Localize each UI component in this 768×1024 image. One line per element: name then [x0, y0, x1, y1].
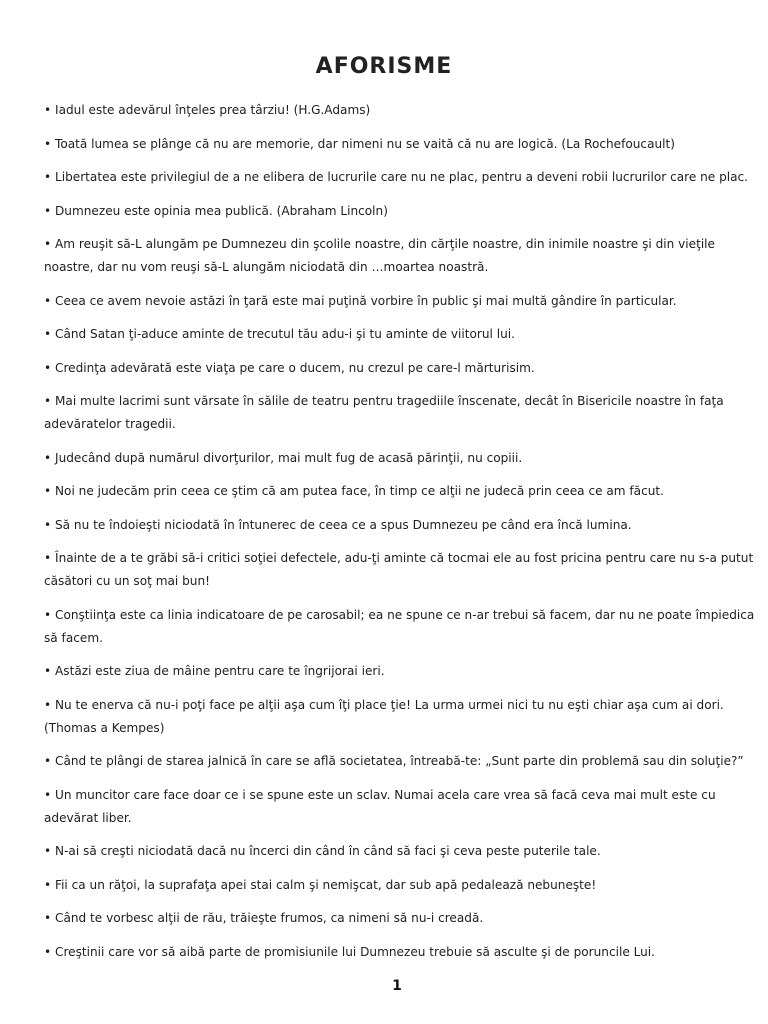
bullet-icon: •: [44, 517, 52, 532]
list-item: [44, 840, 760, 863]
list-item: [44, 133, 760, 156]
aphorism-text: Fii ca un răţoi, la suprafaţa apei stai calm şi nemişcat, dar sub apă pedalează nebuneşte!: [55, 877, 597, 892]
list-item: [44, 357, 760, 380]
bullet-icon: •: [44, 944, 52, 959]
aphorism-text: Când Satan ţi-aduce aminte de trecutul tău adu-i şi tu aminte de viitorul lui.: [55, 327, 515, 341]
aphorism-text: Libertatea este privilegiul de a ne elibera de lucrurile care nu ne plac, pentru a deveni robii lucrurilor care ne plac.: [55, 170, 749, 184]
aphorism-text: Să nu te îndoieşti niciodată în întunerec de ceea ce a spus Dumnezeu pe când era încă lumina.: [55, 517, 632, 532]
list-item: [44, 290, 760, 313]
bullet-icon: •: [44, 450, 52, 465]
list-item: [44, 514, 760, 537]
aphorism-text: Nu te enerva că nu-i poţi face pe alţii aşa cum îţi place ţie! La urma urmei nici tu nu eşti chiar aşa cum ai dori. (Thomas a Kempes): [44, 697, 724, 735]
bullet-icon: •: [44, 484, 52, 498]
bullet-icon: •: [44, 203, 52, 218]
list-item: [44, 166, 760, 189]
aphorism-text: Astăzi este ziua de mâine pentru care te îngrijorai ieri.: [55, 664, 385, 678]
aphorism-text: Înainte de a te grăbi să-i critici soţiei defectele, adu-ţi aminte că tocmai ele au fost pricina pentru care nu s-a putut căsători cu un soţ mai bun!: [44, 551, 754, 588]
bullet-icon: •: [44, 697, 52, 712]
aphorism-text: Ceea ce avem nevoie astăzi în ţară este mai puţină vorbire în public şi mai multă gândire în particular.: [55, 293, 677, 308]
bullet-icon: •: [44, 360, 52, 375]
aphorism-text: Conştiinţa este ca linia indicatoare de pe carosabil; ea ne spune ce n-ar trebui să facem, dar nu ne poate împiedica să facem.: [44, 607, 755, 645]
bullet-icon: •: [44, 607, 52, 622]
aphorism-text: Un muncitor care face doar ce i se spune este un sclav. Numai acela care vrea să facă ceva mai mult este cu adevărat liber.: [44, 787, 716, 825]
list-item: [44, 604, 760, 650]
list-item: [44, 874, 760, 897]
bullet-icon: •: [44, 911, 52, 925]
list-item: [44, 233, 760, 279]
list-item: [44, 547, 760, 593]
aphorism-text: Credinţa adevărată este viaţa pe care o ducem, nu crezul pe care-l mărturisim.: [55, 360, 535, 375]
bullet-icon: •: [44, 551, 52, 565]
aphorism-list: [44, 99, 760, 974]
bullet-icon: •: [44, 170, 52, 184]
aphorism-text: Mai multe lacrimi sunt vărsate în sălile de teatru pentru tragediile înscenate, decât în Bisericile noastre în faţa adevăratelor tragedii.: [44, 394, 724, 431]
bullet-icon: •: [44, 754, 52, 768]
bullet-icon: •: [44, 237, 52, 251]
list-item: [44, 480, 760, 503]
bullet-icon: •: [44, 293, 52, 308]
bullet-icon: •: [44, 664, 52, 678]
bullet-icon: •: [44, 787, 52, 802]
list-item: [44, 660, 760, 683]
bullet-icon: •: [44, 136, 52, 151]
list-item: [44, 390, 760, 436]
list-item: [44, 99, 760, 122]
aphorism-text: Noi ne judecăm prin ceea ce ştim că am putea face, în timp ce alţii ne judecă prin ceea ce am făcut.: [55, 484, 664, 498]
page-title: AFORISME: [315, 54, 453, 79]
aphorism-text: Când te plângi de starea jalnică în care se află societatea, întreabă-te: „Sunt parte din problemă sau din soluţie?”: [55, 754, 744, 768]
bullet-icon: •: [44, 327, 52, 341]
list-item: [44, 447, 760, 470]
list-item: [44, 323, 760, 346]
list-item: [44, 907, 760, 930]
aphorism-text: Dumnezeu este opinia mea publică. (Abraham Lincoln): [55, 203, 388, 218]
list-item: [44, 694, 760, 740]
aphorism-text: Creştinii care vor să aibă parte de promisiunile lui Dumnezeu trebuie să asculte şi de poruncile Lui.: [55, 944, 655, 959]
aphorism-text: Judecând după numărul divorţurilor, mai mult fug de acasă părinţii, nu copiii.: [55, 450, 523, 465]
bullet-icon: •: [44, 877, 52, 892]
bullet-icon: •: [44, 103, 52, 117]
list-item: [44, 200, 760, 223]
list-item: [44, 784, 760, 830]
aphorism-text: Am reuşit să-L alungăm pe Dumnezeu din şcolile noastre, din cărţile noastre, din inimile noastre şi din vieţile noastre, dar nu vom reuşi să-L alungăm niciodată din …moartea noastră.: [44, 237, 715, 274]
aphorism-text: N-ai să creşti niciodată dacă nu încerci din când în când să faci şi ceva peste puterile tale.: [55, 844, 601, 858]
page-number: 1: [392, 978, 402, 994]
bullet-icon: •: [44, 394, 52, 408]
list-item: [44, 941, 760, 964]
list-item: [44, 750, 760, 773]
bullet-icon: •: [44, 844, 52, 858]
aphorism-text: Când te vorbesc alţii de rău, trăieşte frumos, ca nimeni să nu-i creadă.: [55, 911, 484, 925]
aphorism-text: Iadul este adevărul înţeles prea târziu! (H.G.Adams): [55, 103, 371, 117]
aphorism-text: Toată lumea se plânge că nu are memorie, dar nimeni nu se vaită că nu are logică. (La Rochefoucault): [55, 136, 675, 151]
